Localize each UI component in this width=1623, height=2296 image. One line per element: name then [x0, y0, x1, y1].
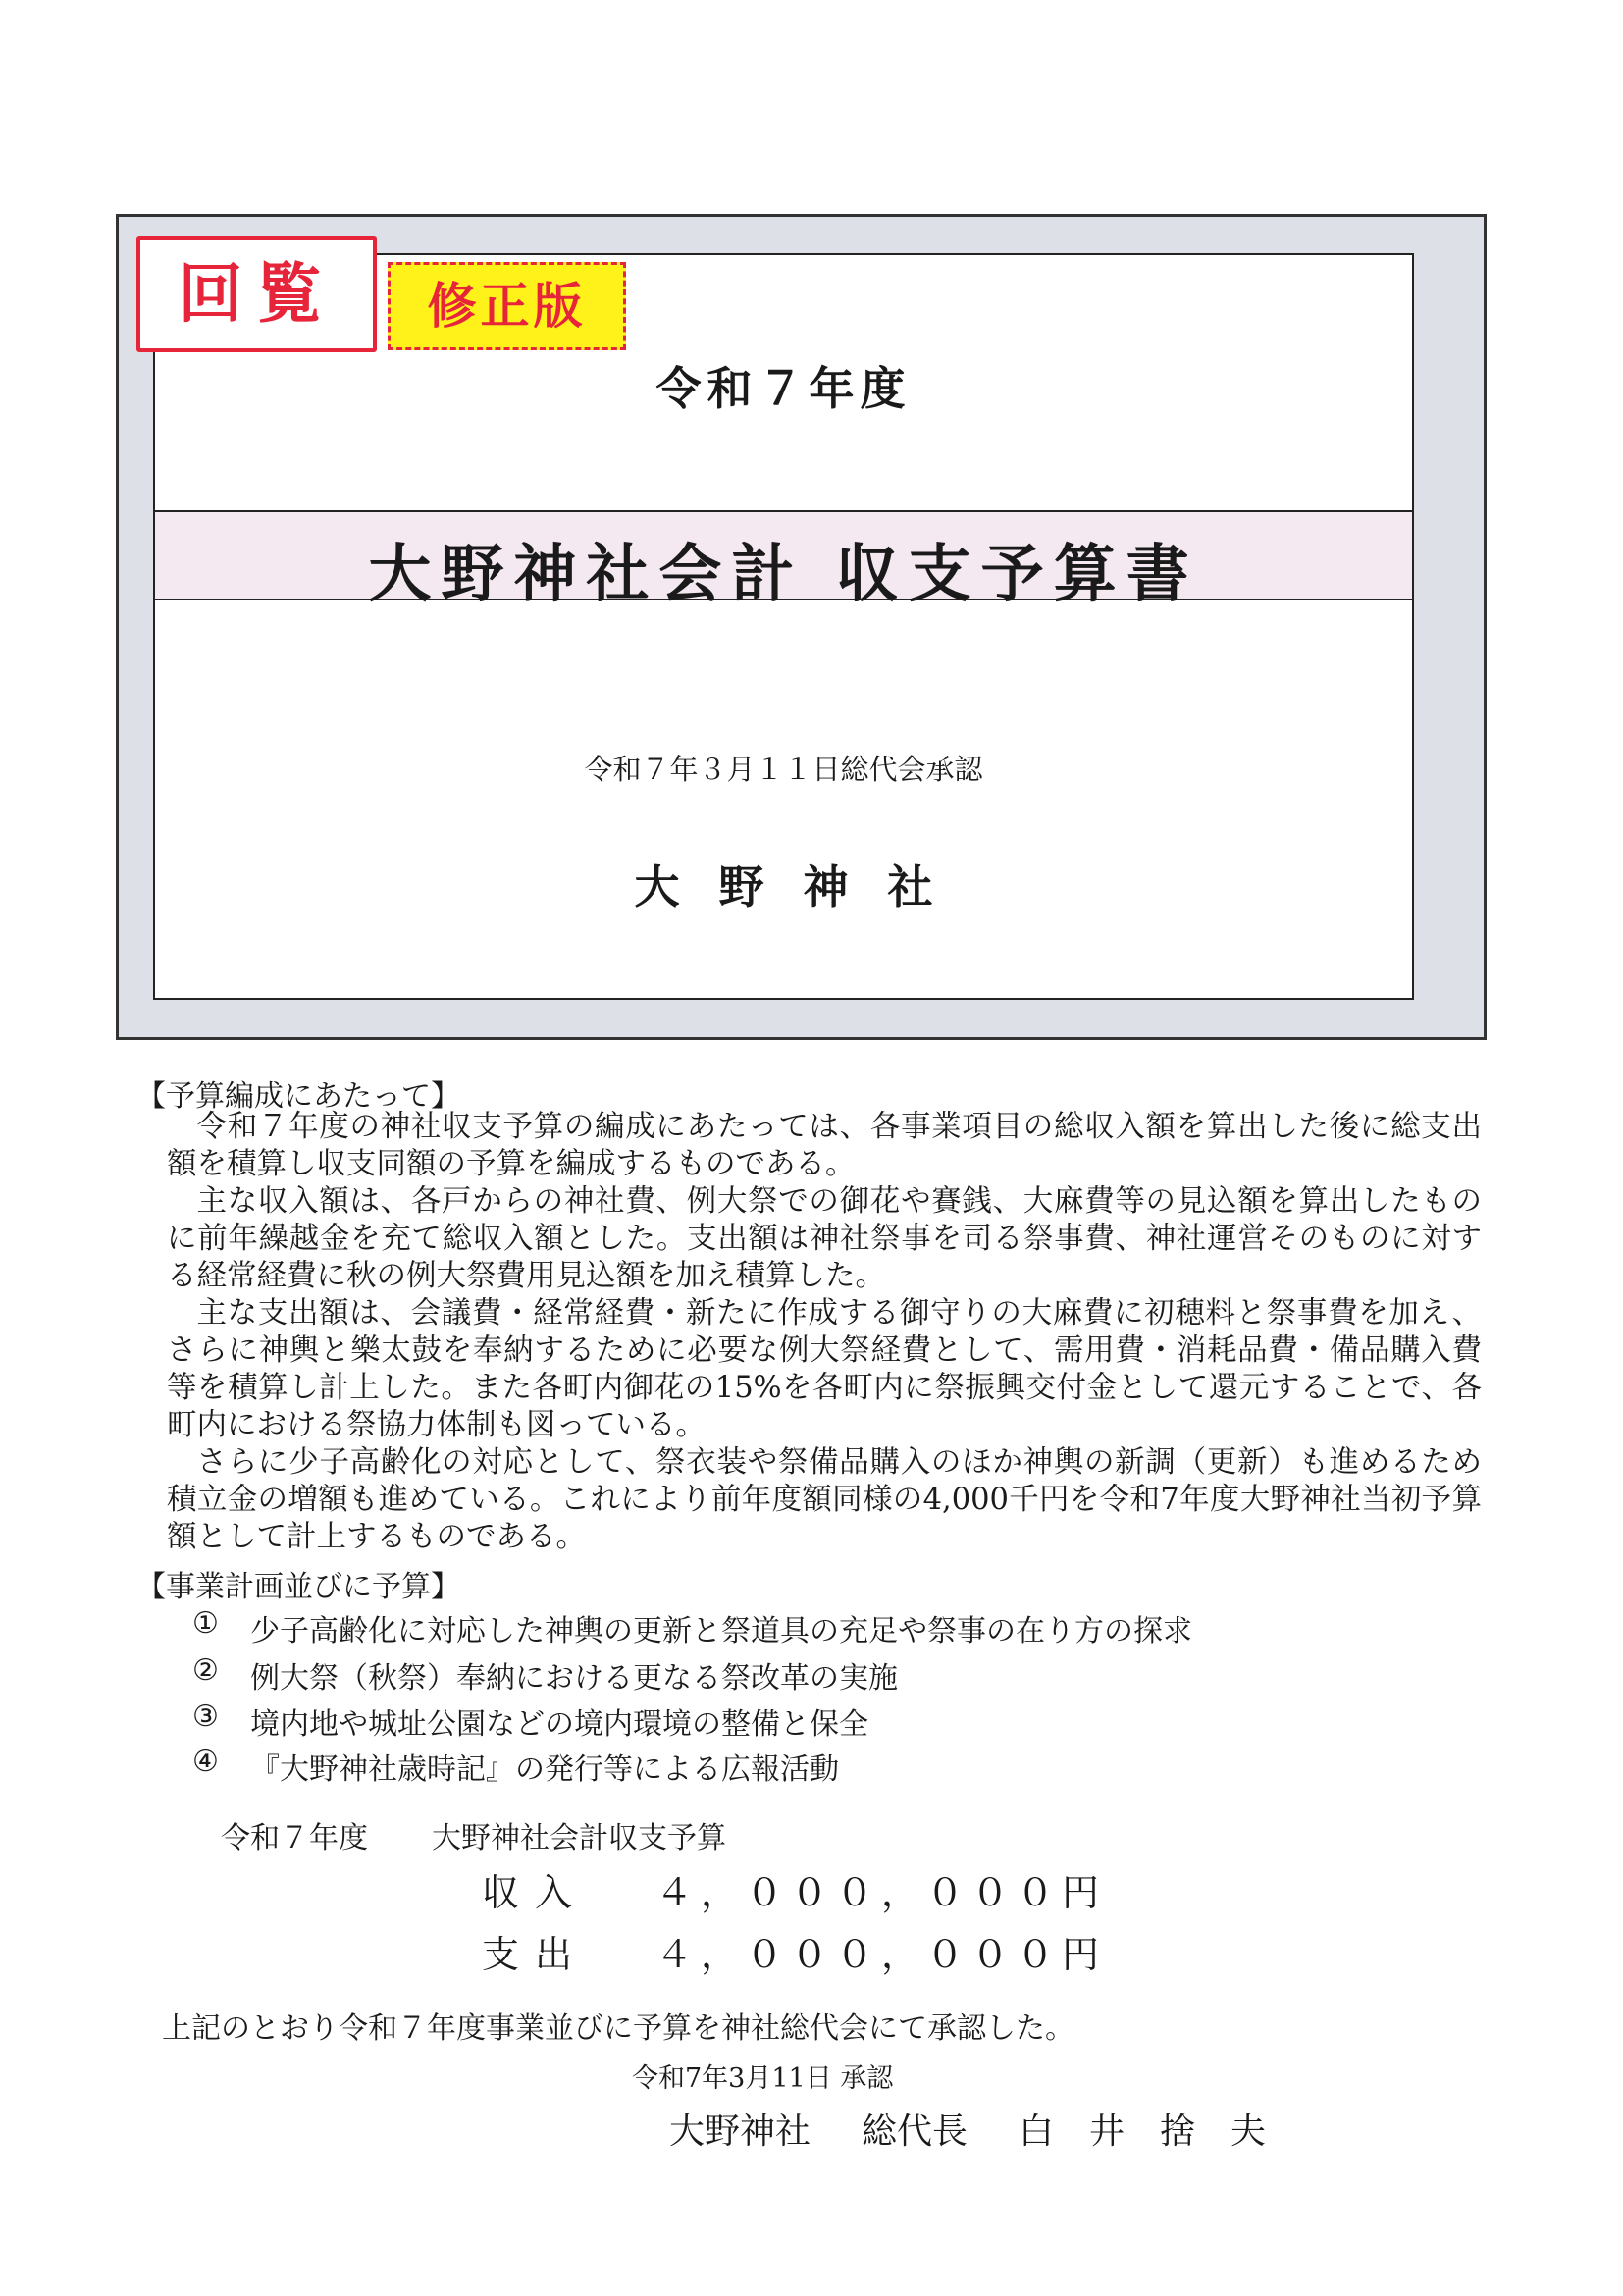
section1-heading: 【予算編成にあたって】 [136, 1079, 460, 1114]
signatory-org: 大野神社 [669, 2112, 812, 2152]
paragraph: 令和７年度の神社収支予算の編成にあたっては、各事業項目の総収入額を算出した後に総支出額を積算し収支同額の予算を編成するものである。 [167, 1110, 1482, 1181]
list-item: 例大祭（秋祭）奉納における更なる祭改革の実施 [250, 1661, 898, 1696]
approval-date-line: 令和7年3月11日 承認 [632, 2063, 894, 2094]
list-item: 『大野神社歳時記』の発行等による広報活動 [250, 1752, 839, 1787]
income-label: 収入 [482, 1871, 589, 1914]
circulation-stamp: 回覧 [136, 236, 377, 352]
document-title: 大野神社会計 収支予算書 [368, 538, 1199, 611]
section2-heading: 【事業計画並びに予算】 [136, 1570, 460, 1604]
signatory-role: 総代長 [862, 2112, 969, 2152]
issuer: 大野神社 [634, 861, 972, 913]
list-item: 境内地や城址公園などの境内環境の整備と保全 [250, 1707, 868, 1742]
paragraph: 主な収入額は、各戸からの神社費、例大祭での御花や賽銭、大麻費等の見込額を算出したものに前年繰越金を充て総収入額とした。支出額は神社祭事を司る祭事費、神社運営そのものに対する経常経費に秋の例大祭費用見込額を加え積算した。 [167, 1184, 1482, 1293]
list-number: ③ [192, 1699, 219, 1734]
revised-stamp: 修正版 [388, 262, 626, 350]
fiscal-year: 令和７年度 [655, 362, 912, 415]
list-number: ④ [192, 1745, 219, 1779]
expense-amount: ４，０００，０００円 [655, 1933, 1108, 1976]
list-number: ① [192, 1606, 219, 1641]
paragraph: 主な支出額は、会議費・経常経費・新たに作成する御守りの大麻費に初穂料と祭事費を加え、さらに神輿と樂太鼓を奉納するために必要な例大祭経費として、需用費・消耗品費・備品購入費等を積算し計上した。また各町内御花の15%を各町内に祭振興交付金として還元することで、各町内における祭協力体制も図っている。 [167, 1296, 1482, 1442]
expense-label: 支出 [482, 1933, 589, 1976]
income-amount: ４，０００，０００円 [655, 1871, 1108, 1914]
approval-statement: 上記のとおり令和７年度事業並びに予算を神社総代会にて承認した。 [162, 2011, 1074, 2046]
list-number: ② [192, 1653, 219, 1688]
budget-caption-year: 令和７年度 [221, 1821, 368, 1855]
approval-date: 令和７年３月１１日総代会承認 [584, 753, 983, 786]
section1-body [167, 1109, 1482, 1556]
signatory-name: 白 井 捨 夫 [1019, 2112, 1267, 2152]
budget-caption-title: 大野神社会計収支予算 [432, 1821, 726, 1855]
paragraph: さらに少子高齢化の対応として、祭衣装や祭備品購入のほか神輿の新調（更新）も進めるため積立金の増額も進めている。これにより前年度額同様の4,000千円を令和7年度大野神社当初予算額として計上するものである。 [167, 1445, 1482, 1554]
list-item: 少子高齢化に対応した神輿の更新と祭道具の充足や祭事の在り方の探求 [250, 1614, 1192, 1648]
